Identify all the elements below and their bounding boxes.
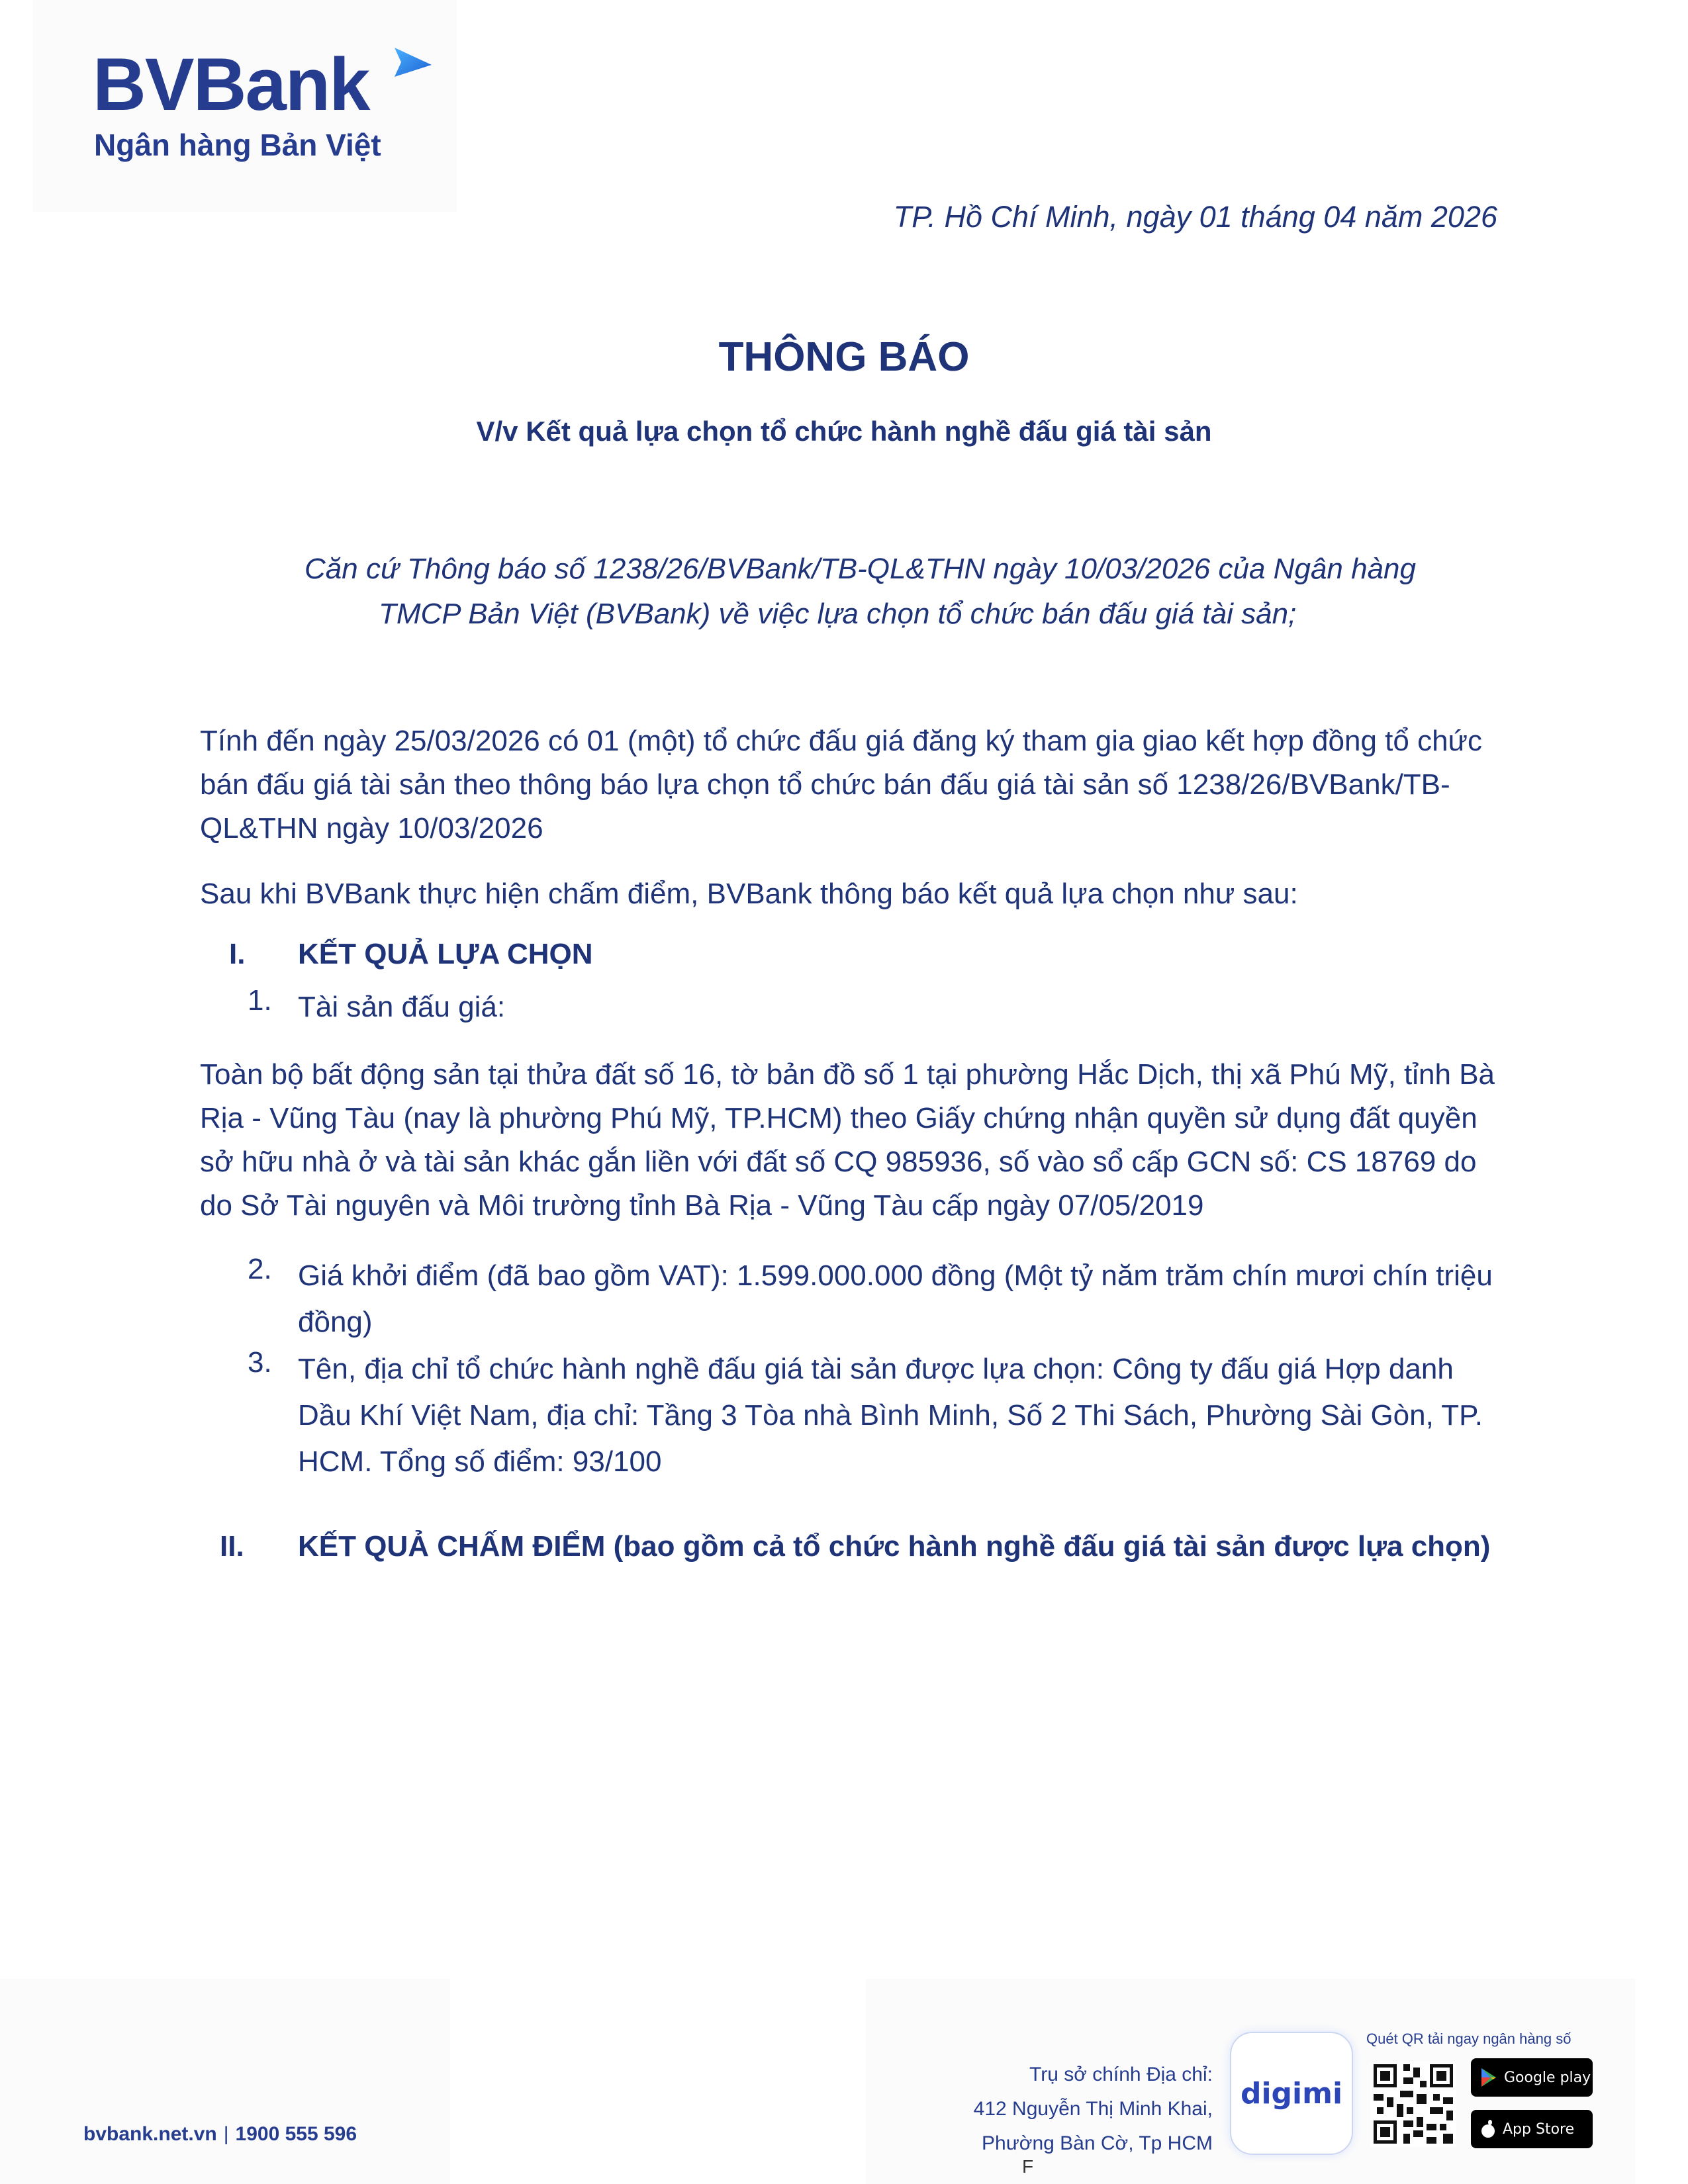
qr-code-icon[interactable] <box>1370 2061 1456 2147</box>
list-item-2-text: Giá khởi điểm (đã bao gồm VAT): 1.599.000.000 đồng (Một tỷ năm trăm chín mươi chín triệu đồng) <box>298 1259 1493 1338</box>
address-line-2: Phường Bàn Cờ, Tp HCM <box>982 2132 1213 2154</box>
app-store-label: App Store <box>1503 2120 1575 2138</box>
website-link[interactable]: bvbank.net.vn <box>83 2123 217 2145</box>
footer-left-background <box>0 1979 450 2184</box>
hotline-number[interactable]: 1900 555 596 <box>235 2123 357 2145</box>
apple-icon <box>1480 2120 1496 2138</box>
logo-arrow-icon <box>392 46 433 85</box>
digimi-app-icon[interactable] <box>1230 2032 1353 2155</box>
list-item-1-number: 1. <box>248 984 272 1017</box>
qr-download-label: Quét QR tải ngay ngân hàng số <box>1366 2030 1571 2047</box>
intro-paragraph: Tính đến ngày 25/03/2026 có 01 (một) tổ chức đấu giá đăng ký tham gia giao kết hợp đồng tổ chức bán đấu giá tài sản theo thông báo lựa chọn tổ chức bán đấu giá tài sản số 1238/26/BVBank/TB-QL&THN ngày 10/03/2026 <box>200 725 1482 844</box>
list-item-3-number: 3. <box>248 1346 272 1379</box>
bank-logo-tagline: Ngân hàng Bản Việt <box>94 128 381 162</box>
document-title: THÔNG BÁO <box>718 334 970 380</box>
footer-contact <box>83 2123 357 2146</box>
asset-description: Toàn bộ bất động sản tại thửa đất số 16, tờ bản đồ số 1 tại phường Hắc Dịch, thị xã Phú Mỹ, tỉnh Bà Rịa - Vũng Tàu (nay là phường Phú Mỹ, TP.HCM) theo Giấy chứng nhận quyền sử dụng đất quyền sở hữu nhà ở và tài sản khác gắn liền với đất số CQ 985936, số vào sổ cấp GCN số: CS 18769 do do Sở Tài nguyên và Môi trường tỉnh Bà Rịa - Vũng Tàu cấp ngày 07/05/2019 <box>200 1058 1495 1222</box>
section-2-heading: KẾT QUẢ CHẤM ĐIỂM (bao gồm cả tổ chức hành nghề đấu giá tài sản được lựa chọn) <box>298 1530 1491 1563</box>
document-date: TP. Hồ Chí Minh, ngày 01 tháng 04 năm 2026 <box>893 200 1497 234</box>
address-label: Trụ sở chính Địa chỉ: <box>1029 2064 1213 2085</box>
list-item-1-text: Tài sản đấu giá: <box>298 991 506 1023</box>
section-1-number: I. <box>229 938 246 970</box>
legal-basis-line-1: Căn cứ Thông báo số 1238/26/BVBank/TB-QL&THN ngày 10/03/2026 của Ngân hàng <box>305 553 1416 585</box>
page-mark: F <box>1022 2156 1034 2177</box>
google-play-button[interactable] <box>1471 2058 1593 2097</box>
google-play-icon <box>1480 2068 1497 2087</box>
document-subject: V/v Kết quả lựa chọn tổ chức hành nghề đấu giá tài sản <box>476 416 1212 447</box>
contact-separator: | <box>223 2123 229 2145</box>
digimi-app-name: digimi <box>1240 2076 1343 2111</box>
legal-basis <box>305 547 1523 637</box>
google-play-label: Google play <box>1504 2069 1591 2086</box>
list-item-2-number: 2. <box>248 1253 272 1285</box>
section-1-heading: KẾT QUẢ LỰA CHỌN <box>298 938 593 970</box>
section-2-number: II. <box>220 1530 244 1563</box>
bank-logo-wordmark: BVBank <box>93 43 369 126</box>
app-store-button[interactable] <box>1471 2110 1593 2148</box>
list-item-3-text: Tên, địa chỉ tổ chức hành nghề đấu giá tài sản được lựa chọn: Công ty đấu giá Hợp danh Dầu Khí Việt Nam, địa chỉ: Tầng 3 Tòa nhà Bình Minh, Số 2 Thi Sách, Phường Sài Gòn, TP. HCM. Tổng số điểm: 93/100 <box>298 1353 1483 1478</box>
address-line-1: 412 Nguyễn Thị Minh Khai, <box>973 2098 1213 2120</box>
result-intro-paragraph: Sau khi BVBank thực hiện chấm điểm, BVBank thông báo kết quả lựa chọn như sau: <box>200 878 1298 910</box>
legal-basis-line-2: TMCP Bản Việt (BVBank) về việc lựa chọn tổ chức bán đấu giá tài sản; <box>379 598 1297 630</box>
